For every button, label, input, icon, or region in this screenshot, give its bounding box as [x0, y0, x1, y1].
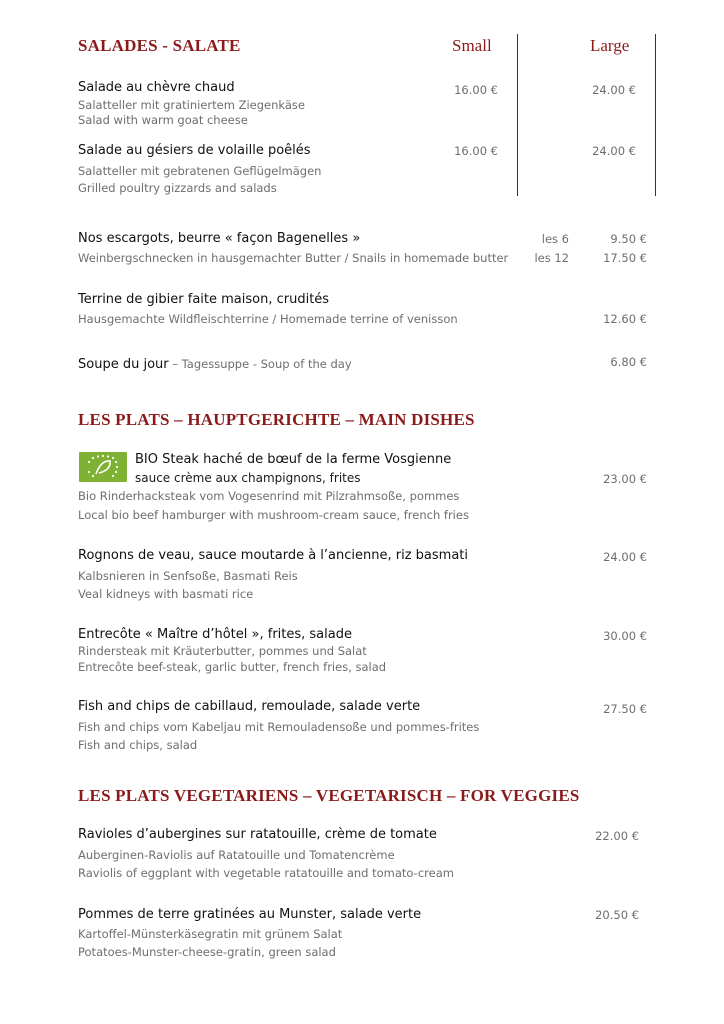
- quantity-label: les 6: [541, 232, 569, 246]
- price-small: 16.00 €: [454, 83, 498, 97]
- dish-english: Fish and chips, salad: [78, 738, 198, 752]
- price: 9.50 €: [610, 232, 647, 246]
- price: 24.00 €: [603, 550, 647, 564]
- dish-english: Grilled poultry gizzards and salads: [78, 181, 277, 195]
- price: 30.00 €: [603, 629, 647, 643]
- price: 17.50 €: [603, 251, 647, 265]
- dish-name: Pommes de terre gratinées au Munster, salade verte: [78, 907, 422, 922]
- dish-english: Salad with warm goat cheese: [78, 113, 248, 127]
- column-divider: [517, 34, 518, 196]
- dish-german: Auberginen-Raviolis auf Ratatouille und Tomatencrème: [78, 848, 395, 862]
- dish-english: Potatoes-Munster-cheese-gratin, green salad: [78, 945, 336, 959]
- dish-name: Terrine de gibier faite maison, crudités: [78, 292, 330, 307]
- dish-name: Fish and chips de cabillaud, remoulade, salade verte: [78, 699, 421, 714]
- dish-name: Rognons de veau, sauce moutarde à l’ancienne, riz basmati: [78, 548, 468, 563]
- dish-subtitle: – Tagessuppe - Soup of the day: [168, 357, 352, 371]
- veggie-heading: LES PLATS VEGETARIENS – VEGETARISCH – FOR VEGGIES: [78, 786, 580, 805]
- dish-german: Bio Rinderhacksteak vom Vogesenrind mit Pilzrahmsoße, pommes: [78, 489, 460, 503]
- dish-name: Entrecôte « Maître d’hôtel », frites, salade: [78, 627, 352, 642]
- dish-name-line-2: sauce crème aux champignons, frites: [135, 471, 361, 485]
- dish-english: Entrecôte beef-steak, garlic butter, french fries, salad: [78, 660, 387, 674]
- price: 20.50 €: [595, 908, 639, 922]
- price: 23.00 €: [603, 472, 647, 486]
- price: 12.60 €: [603, 312, 647, 326]
- dish-subtitle: Hausgemachte Wildfleischterrine / Homemade terrine of venisson: [78, 312, 458, 326]
- price: 6.80 €: [610, 355, 647, 369]
- price-large: 24.00 €: [592, 83, 636, 97]
- dish-german: Kartoffel-Münsterkäsegratin mit grünem Salat: [78, 927, 343, 941]
- dish-english: Raviolis of eggplant with vegetable ratatouille and tomato-cream: [78, 866, 454, 880]
- main-dishes-heading: LES PLATS – HAUPTGERICHTE – MAIN DISHES: [78, 410, 475, 429]
- price: 22.00 €: [595, 829, 639, 843]
- quantity-label: les 12: [534, 251, 569, 265]
- dish-german: Salatteller mit gebratenen Geflügelmägen: [78, 164, 322, 178]
- dish-name: Salade au chèvre chaud: [78, 80, 235, 95]
- price-large: 24.00 €: [592, 144, 636, 158]
- dish-name: Ravioles d’aubergines sur ratatouille, crème de tomate: [78, 827, 437, 842]
- dish-name: Soupe du jour: [78, 357, 169, 372]
- price-small: 16.00 €: [454, 144, 498, 158]
- column-large-label: Large: [590, 36, 630, 55]
- salades-heading: SALADES - SALATE: [78, 36, 241, 55]
- soup-line: [78, 353, 352, 372]
- dish-name: Nos escargots, beurre « façon Bagenelles »: [78, 231, 361, 246]
- dish-subtitle: Weinbergschnecken in hausgemachter Butter / Snails in homemade butter: [78, 251, 509, 265]
- dish-german: Fish and chips vom Kabeljau mit Remouladensoße und pommes-frites: [78, 720, 480, 734]
- dish-name: BIO Steak haché de bœuf de la ferme Vosgienne: [135, 452, 452, 467]
- dish-english: Local bio beef hamburger with mushroom-cream sauce, french fries: [78, 508, 469, 522]
- column-small-label: Small: [452, 36, 492, 55]
- dish-german: Kalbsnieren in Senfsoße, Basmati Reis: [78, 569, 298, 583]
- dish-german: Salatteller mit gratiniertem Ziegenkäse: [78, 98, 305, 112]
- dish-german: Rindersteak mit Kräuterbutter, pommes und Salat: [78, 644, 367, 658]
- price: 27.50 €: [603, 702, 647, 716]
- eu-organic-leaf-icon: [79, 452, 127, 482]
- column-divider: [655, 34, 656, 196]
- dish-name: Salade au gésiers de volaille poêlés: [78, 143, 311, 158]
- dish-english: Veal kidneys with basmati rice: [78, 587, 254, 601]
